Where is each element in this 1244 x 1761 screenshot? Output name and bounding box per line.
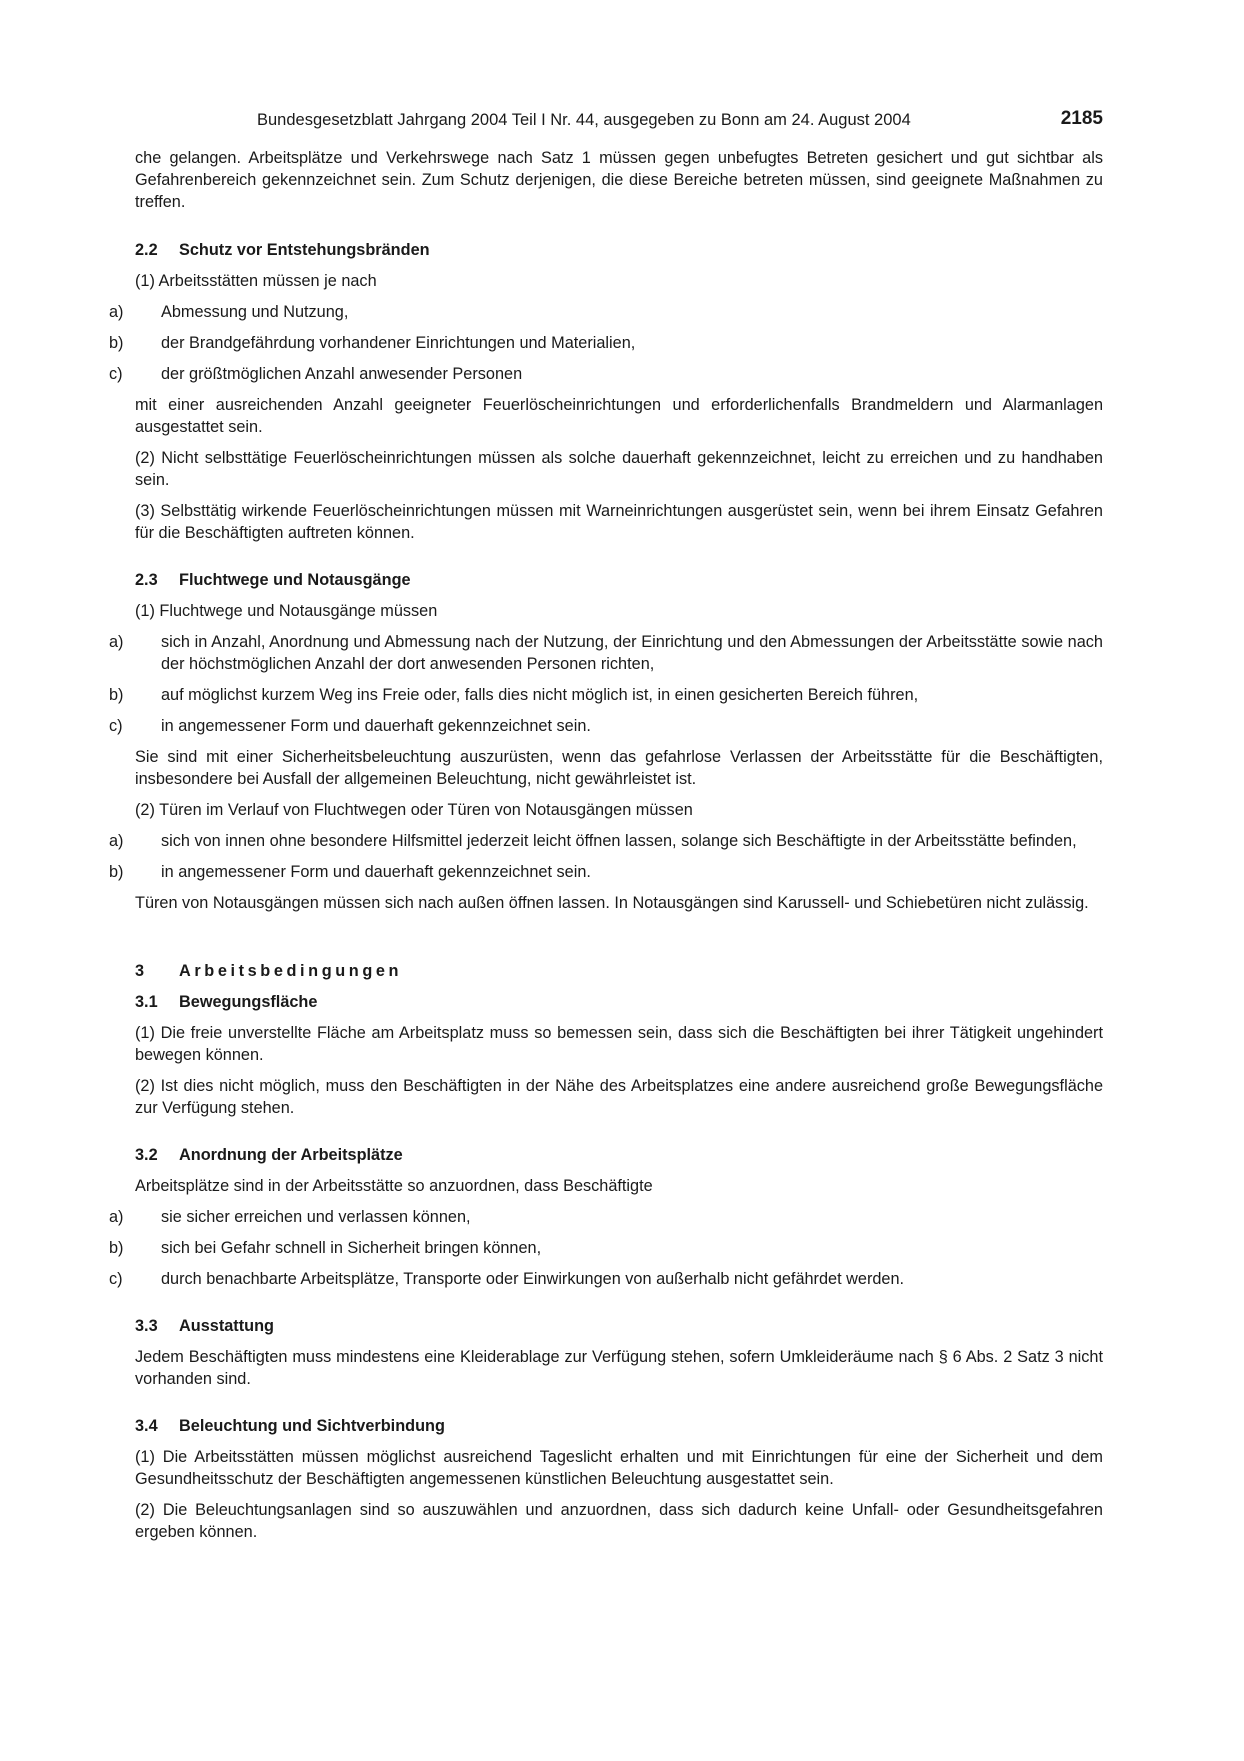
subsection-heading	[135, 239, 1103, 261]
paragraph: (1) Die freie unverstellte Fläche am Arbeitsplatz muss so bemessen sein, dass sich die Beschäftigten bei ihrer Tätigkeit ungehindert bewegen können.	[135, 1024, 1103, 1064]
heading-number: 3	[135, 962, 145, 980]
list-marker: b)	[109, 863, 124, 881]
list-item-text: in angemessener Form und dauerhaft gekennzeichnet sein.	[161, 717, 591, 735]
list-item-text: sie sicher erreichen und verlassen können,	[161, 1208, 471, 1226]
heading-number: 2.3	[135, 571, 158, 589]
paragraph: Sie sind mit einer Sicherheitsbeleuchtung auszurüsten, wenn das gefahrlose Verlassen der Arbeitsstätte für die Beschäftigten, insbesondere bei Ausfall der allgemeinen Beleuchtung, nicht gewährleistet ist.	[135, 748, 1103, 788]
heading-text: Beleuchtung und Sichtverbindung	[179, 1417, 445, 1435]
list-item-text: der größtmöglichen Anzahl anwesender Personen	[161, 365, 523, 383]
list-marker: b)	[109, 686, 124, 704]
heading-number: 3.3	[135, 1317, 158, 1335]
subsection-heading	[135, 991, 1103, 1013]
list-item	[109, 301, 1103, 323]
subsection-heading	[135, 1315, 1103, 1337]
paragraph: che gelangen. Arbeitsplätze und Verkehrswege nach Satz 1 müssen gegen unbefugtes Betreten gesichert und gut sichtbar als Gefahrenbereich gekennzeichnet sein. Zum Schutz derjenigen, die diese Bereiche betreten müssen, sind geeignete Maßnahmen zu treffen.	[135, 149, 1103, 211]
list-item	[109, 1206, 1103, 1228]
list-marker: b)	[109, 334, 124, 352]
list-marker: c)	[109, 717, 123, 735]
paragraph: (2) Ist dies nicht möglich, muss den Beschäftigten in der Nähe des Arbeitsplatzes eine andere ausreichend große Bewegungsfläche zur Verfügung stehen.	[135, 1077, 1103, 1117]
list-item-text: der Brandgefährdung vorhandener Einrichtungen und Materialien,	[161, 334, 636, 352]
heading-number: 2.2	[135, 241, 158, 259]
heading-text: Arbeitsbedingungen	[179, 962, 403, 980]
list-item	[109, 631, 1103, 675]
paragraph: Jedem Beschäftigten muss mindestens eine Kleiderablage zur Verfügung stehen, sofern Umkleideräume nach § 6 Abs. 2 Satz 3 nicht vorhanden sind.	[135, 1348, 1103, 1388]
list-marker: a)	[109, 633, 124, 651]
paragraph: mit einer ausreichenden Anzahl geeigneter Feuerlöscheinrichtungen und erforderlichenfalls Brandmeldern und Alarmanlagen ausgestattet sein.	[135, 396, 1103, 436]
heading-number: 3.2	[135, 1146, 158, 1164]
paragraph: (1) Fluchtwege und Notausgänge müssen	[135, 602, 438, 620]
running-header	[135, 108, 1103, 136]
list-item-text: auf möglichst kurzem Weg ins Freie oder, falls dies nicht möglich ist, in einen gesicherten Bereich führen,	[161, 686, 919, 704]
list-item	[109, 715, 1103, 737]
document-page	[109, 108, 1103, 1552]
list-marker: a)	[109, 832, 124, 850]
list-item	[109, 830, 1103, 852]
heading-text: Bewegungsfläche	[179, 993, 318, 1011]
header-title: Bundesgesetzblatt Jahrgang 2004 Teil I Nr. 44, ausgegeben zu Bonn am 24. August 2004	[257, 111, 911, 129]
heading-number: 3.1	[135, 993, 158, 1011]
subsection-heading	[135, 1144, 1103, 1166]
subsection-heading	[135, 569, 1103, 591]
list-item-text: durch benachbarte Arbeitsplätze, Transporte oder Einwirkungen von außerhalb nicht gefährdet werden.	[161, 1270, 905, 1288]
paragraph: (2) Die Beleuchtungsanlagen sind so auszuwählen und anzuordnen, dass sich dadurch keine Unfall- oder Gesundheitsgefahren ergeben können.	[135, 1501, 1103, 1541]
paragraph: (3) Selbsttätig wirkende Feuerlöscheinrichtungen müssen mit Warneinrichtungen ausgerüstet sein, wenn bei ihrem Einsatz Gefahren für die Beschäftigten auftreten können.	[135, 502, 1103, 542]
paragraph: (2) Türen im Verlauf von Fluchtwegen oder Türen von Notausgängen müssen	[135, 801, 693, 819]
paragraph: (2) Nicht selbsttätige Feuerlöscheinrichtungen müssen als solche dauerhaft gekennzeichnet, leicht zu erreichen und zu handhaben sein.	[135, 449, 1103, 489]
subsection-heading	[135, 1415, 1103, 1437]
heading-text: Ausstattung	[179, 1317, 274, 1335]
list-item-text: sich bei Gefahr schnell in Sicherheit bringen können,	[161, 1239, 542, 1257]
list-item	[109, 861, 1103, 883]
page-number: 2185	[1060, 108, 1103, 129]
list-item	[109, 1268, 1103, 1290]
list-marker: a)	[109, 303, 124, 321]
heading-text: Schutz vor Entstehungsbränden	[179, 241, 430, 259]
list-item-text: sich von innen ohne besondere Hilfsmittel jederzeit leicht öffnen lassen, solange sich Beschäftigte in der Arbeitsstätte befinden,	[161, 832, 1077, 850]
list-marker: c)	[109, 1270, 123, 1288]
list-item	[109, 332, 1103, 354]
document-body	[109, 147, 1103, 1543]
list-item-text: Abmessung und Nutzung,	[161, 303, 349, 321]
list-marker: b)	[109, 1239, 124, 1257]
list-item	[109, 363, 1103, 385]
list-marker: a)	[109, 1208, 124, 1226]
list-marker: c)	[109, 365, 123, 383]
heading-text: Fluchtwege und Notausgänge	[179, 571, 411, 589]
list-item-text: sich in Anzahl, Anordnung und Abmessung nach der Nutzung, der Einrichtung und den Abmessungen der Arbeitsstätte sowie nach der höchstmöglichen Anzahl der dort anwesenden Personen richten,	[161, 633, 1103, 673]
list-item	[109, 1237, 1103, 1259]
paragraph: Türen von Notausgängen müssen sich nach außen öffnen lassen. In Notausgängen sind Karussell- und Schiebetüren nicht zulässig.	[135, 894, 1089, 912]
paragraph: Arbeitsplätze sind in der Arbeitsstätte so anzuordnen, dass Beschäftigte	[135, 1177, 653, 1195]
list-item	[109, 684, 1103, 706]
heading-text: Anordnung der Arbeitsplätze	[179, 1146, 403, 1164]
section-heading	[135, 960, 1103, 982]
list-item-text: in angemessener Form und dauerhaft gekennzeichnet sein.	[161, 863, 591, 881]
heading-number: 3.4	[135, 1417, 158, 1435]
paragraph: (1) Die Arbeitsstätten müssen möglichst ausreichend Tageslicht erhalten und mit Einrichtungen für eine der Sicherheit und dem Gesundheitsschutz der Beschäftigten angemessenen künstlichen Beleuchtung ausgestattet sein.	[135, 1448, 1103, 1488]
paragraph: (1) Arbeitsstätten müssen je nach	[135, 272, 377, 290]
